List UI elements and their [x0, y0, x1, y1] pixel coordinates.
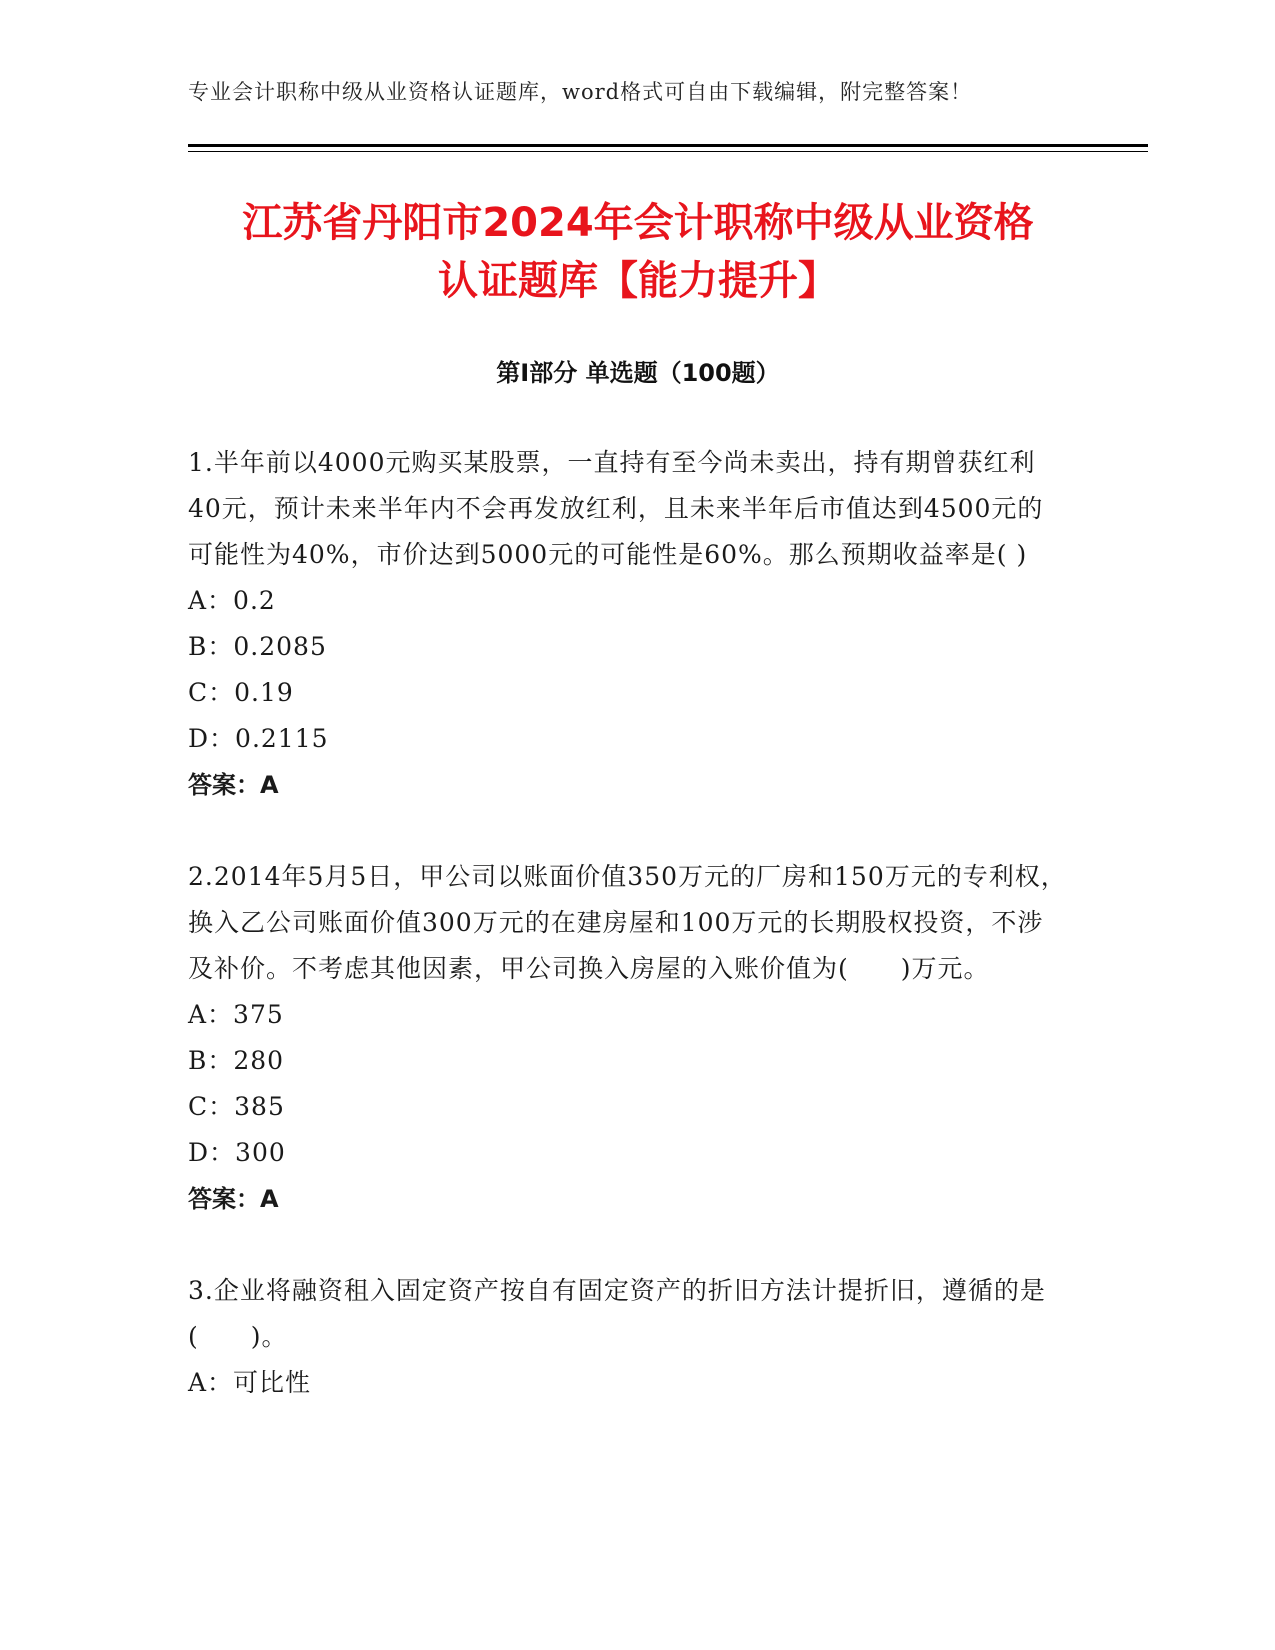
question-2 [188, 854, 1068, 1222]
option-b: B：280 [188, 1046, 285, 1075]
header-rule-thin [188, 151, 1148, 152]
option-c: C：0.19 [188, 678, 294, 707]
option-a: A：375 [188, 1000, 284, 1029]
header-rule-thick [188, 144, 1148, 147]
document-title-line2: 认证题库【能力提升】 [438, 258, 838, 304]
header-note: 专业会计职称中级从业资格认证题库，word格式可自由下载编辑，附完整答案！ [188, 80, 973, 104]
question-list [188, 440, 1068, 1452]
answer: 答案：A [188, 1185, 279, 1213]
question-3 [188, 1268, 1068, 1406]
question-text: 1.半年前以4000元购买某股票，一直持有至今尚未卖出，持有期曾获红利40元，预计未来半年内不会再发放红利，且未来半年后市值达到4500元的可能性为40%，市价达到5000元的可能性是60%。那么预期收益率是( ) [188, 448, 1044, 569]
question-text: 2.2014年5月5日，甲公司以账面价值350万元的厂房和150万元的专利权，换入乙公司账面价值300万元的在建房屋和100万元的长期股权投资，不涉及补价。不考虑其他因素，甲公司换入房屋的入账价值为( )万元。 [188, 862, 1067, 983]
option-d: D：300 [188, 1138, 286, 1167]
document-title-line1: 江苏省丹阳市2024年会计职称中级从业资格 [242, 200, 1034, 246]
question-1 [188, 440, 1068, 808]
answer: 答案：A [188, 771, 279, 799]
section-title: 第I部分 单选题（100题） [496, 359, 780, 387]
option-a: A：可比性 [188, 1368, 312, 1397]
option-c: C：385 [188, 1092, 285, 1121]
option-b: B：0.2085 [188, 632, 327, 661]
option-a: A：0.2 [188, 586, 276, 615]
document-title [188, 194, 1088, 310]
question-text: 3.企业将融资租入固定资产按自有固定资产的折旧方法计提折旧，遵循的是( )。 [188, 1276, 1046, 1351]
option-d: D：0.2115 [188, 724, 329, 753]
